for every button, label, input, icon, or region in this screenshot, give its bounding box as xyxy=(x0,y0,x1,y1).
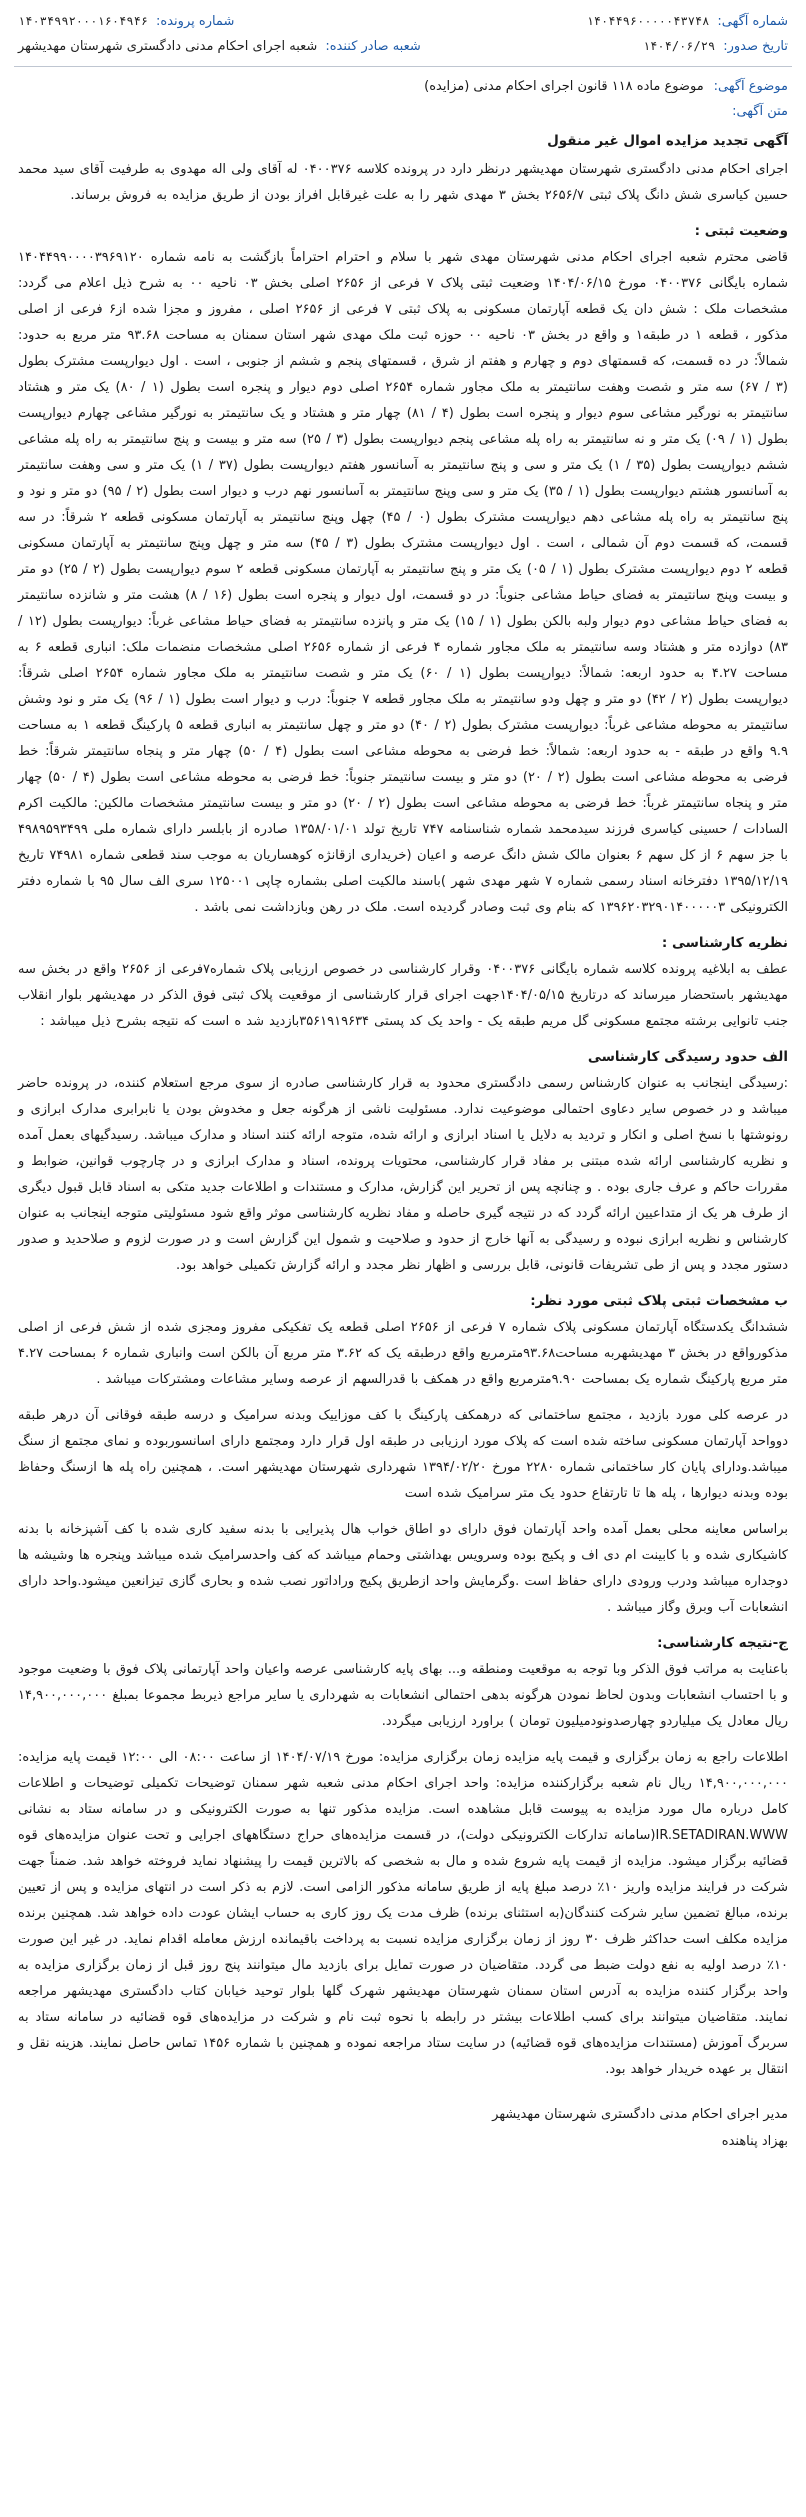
signature-block xyxy=(18,2101,788,2156)
notice-header xyxy=(14,8,792,67)
signature-title: مدیر اجرای احکام مدنی دادگستری شهرستان مهدیشهر xyxy=(492,2107,788,2122)
subject-value: موضوع ماده ۱۱۸ قانون اجرای احکام مدنی (مزایده) xyxy=(424,79,704,94)
issue-date-label: تاریخ صدور: xyxy=(723,39,788,54)
description-paragraph-2: براساس معاینه محلی بعمل آمده واحد آپارتمان فوق دارای دو اطاق خواب هال پذیرایی با بدنه سفید کاری شده با کف آشپزخانه با بدنه کاشیکاری شده و با کابینت ام دی اف و پکیج بوده وسرویس بهداشتی وحمام میباشد که کف واحدسرامیک شده میباشد وپنجره ها وشیشه ها دوجداره میباشد ودرب ورودی دارای حفاظ است .وگرمایش واحد ازطریق پکیج وراداتور نصب شده و بحاری گازی تیزانعین میشود.واحد دارای انشعابات آب وبرق وگاز میباشد . xyxy=(18,1522,788,1615)
result-heading: ج-نتیجه کارشناسی: xyxy=(657,1635,788,1651)
expert-heading: نظریه کارشناسی : xyxy=(661,935,788,951)
issuer-label: شعبه صادر کننده: xyxy=(325,39,421,54)
registry-heading: وضعیت ثبتی : xyxy=(694,223,788,239)
file-number-row xyxy=(18,14,421,29)
file-number-value: ۱۴۰۳۴۹۹۲۰۰۰۱۶۰۴۹۴۶ xyxy=(18,14,149,28)
issue-date-row xyxy=(421,39,788,54)
registry-paragraph: قاضی محترم شعبه اجرای احکام مدنی شهرستان مهدی شهر با سلام و احترام احتراماً بازگشت به نامه شماره ۱۴۰۴۴۹۹۰۰۰۰۳۹۶۹۱۲۰ شماره بایگانی ۰۴۰۰۳۷۶ مورخ ۱۴۰۴/۰۶/۱۵ وضعیت ثبتی پلاک ۷ فرعی از ۲۶۵۶ اصلی بخش ۰۳ ناحیه ۰۰ به شرح ذیل اعلام می گردد: مشخصات ملک : شش دان یک قطعه آپارتمان مسکونی به پلاک ثبتی ۷ فرعی از ۲۶۵۶ اصلی ، مفروز و مجزا شده از۶ فرعی از اصلی مذکور ، قطعه ۱ در طبقه۱ و واقع در بخش ۰۳ ناحیه ۰۰ حوزه ثبت ملک مهدی شهر استان سمنان به مساحت ۹۳.۶۸ متر مربع به حدود: شمالاً: در ده قسمت، که قسمتهای دوم و چهارم و هفتم از شرق ، قسمتهای پنجم و ششم از جنوبی ، است . اول دیوارپست مشترک بطول (۳ / ۶۷) سه متر و شصت وهفت سانتیمتر به ملک مجاور شماره ۲۶۵۴ اصلی دوم دیوار و پنجره است بطول (۱ / ۸۰) یک متر و هشتاد سانتیمتر به نورگیر مشاعی سوم دیوار و پنجره است بطول (۴ / ۸۱) چهار متر و هشتاد و یک سانتیمتر به نورگیر مشاعی چهارم دیوارپست بطول (۱ / ۰۹) یک متر و نه سانتیمتر به راه پله مشاعی پنجم دیوارپست بطول (۳ / ۲۵) سه متر و بیست و پنج سانتیمتر به راه پله مشاعی ششم دیوارپست بطول (۳۵ / ۱) یک متر و سی و پنج سانتیمتر به آسانسور هفتم دیوارپست بطول (۳۷ / ۱) یک متر و سی وهفت سانتیمتر به آسانسور هشتم دیوارپست بطول (۱ / ۳۵) یک متر و سی وپنج سانتیمتر به آسانسور نهم درب و دیوار است بطول (۲ / ۹۵) دو متر و نود و پنج سانتیمتر به راه پله مشاعی دهم دیوارپست مشترک بطول (۰ / ۴۵) چهل وپنج سانتیمتر به آپارتمان مسکونی قطعه ۲ شرقاً: در سه قسمت، که قسمت دوم آن شمالی ، است . اول دیوارپست مشترک بطول (۳ / ۴۵) سه متر و چهل وپنج سانتیمتر به آپارتمان مسکونی قطعه ۲ دوم دیوارپست مشترک بطول (۱ / ۰۵) یک متر و پنج سانتیمتر به آپارتمان مسکونی قطعه ۲ سوم دیوارپست بطول (۲ / ۲۵) دو متر و بیست وپنج سانتیمتر به فضای حیاط مشاعی جنوباً: در دو قسمت، اول دیوار و پنجره است بطول (۱۶ / ۸) هشت متر و شانزده سانتیمتر به فضای حیاط مشاعی دوم دیوار ولبه بالکن بطول (۱ / ۱۵) یک متر و پانزده سانتیمتر به فضای حیاط مشاعی غرباً: دیوارپست بطول (۱۲ / ۸۳) دوازده متر و هشتاد وسه سانتیمتر به ملک مجاور شماره ۴ فرعی از شماره ۲۶۵۶ اصلی مشخصات منضمات ملک: انباری قطعه ۶ به مساحت ۴.۲۷ به حدود اربعه: شمالاً: دیوارپست بطول (۱ / ۶۰) یک متر و شصت سانتیمتر به ملک مجاور شماره ۲۶۵۴ اصلی شرقاً: دیوارپست بطول (۲ / ۴۲) دو متر و چهل ودو سانتیمتر به ملک مجاور قطعه ۷ جنوباً: درب و دیوار است بطول (۱ / ۹۶) یک متر و نود وشش سانتیمتر به محوطه مشاعی غرباً: دیوارپست مشترک بطول (۲ / ۴۰) دو متر و چهل سانتیمتر به انباری قطعه ۵ پارکینگ قطعه ۱ به مساحت ۹.۹ واقع در طبقه - به حدود اربعه: شمالاً: خط فرضی به محوطه مشاعی است بطول (۴ / ۵۰) چهار متر و پنجاه سانتیمتر شرقاً: خط فرضی به محوطه مشاعی است بطول (۲ / ۲۰) دو متر و بیست سانتیمتر جنوباً: خط فرضی به محوطه مشاعی است بطول (۴ / ۵۰) چهار متر و پنجاه سانتیمتر غرباً: خط فرضی به محوطه مشاعی است بطول (۲ / ۲۰) دو متر و بیست سانتیمتر مشخصات مالکین: مالکیت اکرم السادات / حسینی کیاسری فرزند سیدمحمد شماره شناسنامه ۷۴۷ تاریخ تولد ۱۳۵۸/۰۱/۰۱ صادره از بابلسر دارای شماره ملی ۴۹۸۹۵۹۳۴۹۹ با جز سهم ۶ از کل سهم ۶ بعنوان مالک شش دانگ عرصه و اعیان (خریداری ازقانژه کوهساریان به موجب سند قطعی شماره ۷۴۹۸۱ تاریخ ۱۳۹۵/۱۲/۱۹ دفترخانه اسناد رسمی شماره ۷ شهر مهدی شهر )باسند مالکیت اصلی بشماره چاپی ۱۲۵۰۰۱ سری الف سال ۹۵ با شماره دفتر الکترونیکی ۱۳۹۶۲۰۳۲۹۰۱۴۰۰۰۰۰۳ که بنام وی ثبت وصادر گردیده است. ملک در رهن وبازداشت نمی باشد . xyxy=(18,250,789,915)
scope-paragraph: :رسیدگی اینجانب به عنوان کارشناس رسمی دادگستری محدود به قرار کارشناسی صادره از سوی مرجع استعلام کننده، در پرونده حاضر میباشد و در خصوص سایر دعاوی احتمالی موضوعیت ندارد. مسئولیت ناشی از هرگونه جعل و مخدوش بودن یا نابرابری مدارک ابرازی و رونوشتها با نسخ اصلی و انکار و تردید به دلایل یا اسناد ابرازی و ارائه شده، متوجه ارائه کنند اسناد و مدارک میباشد. رسیدگیهای بعمل آمده و نظریه کارشناسی ارائه شده مبتنی بر مفاد قرار کارشناسی، محتویات پرونده، اسناد و مدارک ابرازی و در چارچوب قوانین، ضوابط و مقررات حاکم و عرف جاری بوده . و چنانچه پس از تحریر این گزارش، مدارک و مستندات و اطلاعات جدید متکی به اسناد قابل قبول دیگری از طرف هر یک از متداعیین ارائه گردد که در نتیجه گیری حاصله و مفاد نظریه کارشناسی موثر واقع شود مسئولیتی متوجه اینجانب به عنوان کارشناس و نظریه ابرازی نبوده و رسیدگی به آنها خارج از حدود و صلاحیت و شمول این گزارش است و در صورت لزوم و صلاحدید و صدور دستور مجدد و پس از طی تشریفات قانونی، قابل بررسی و اظهار نظر مجدد و ارائه گزارش تکمیلی خواهد بود. xyxy=(18,1076,788,1273)
notice-body xyxy=(14,121,792,2164)
result-paragraph: باعنایت به مراتب فوق الذکر وبا توجه به موقعیت ومنطقه و... بهای پایه کارشناسی عرصه واعیان واحد آپارتمانی پلاک فوق با وضعیت موجود و با احتساب انشعابات وبدون لحاظ نمودن هرگونه بدهی احتمالی انشعابات به شهرداری یا سایر مراجع ذیربط مجموعا بمبلغ ۱۴,۹۰۰,۰۰۰,۰۰۰ ریال معادل یک میلیاردو چهارصدونودمیلیون تومان ) براورد ارزیابی میگردد. xyxy=(18,1662,788,1729)
property-paragraph: ششدانگ یکدستگاه آپارتمان مسکونی پلاک شماره ۷ فرعی از ۲۶۵۶ اصلی قطعه یک تفکیکی مفروز ومجزی شده از شش فرعی از اصلی مذکورواقع در بخش ۳ مهدیشهربه مساحت۹۳.۶۸مترمربع واقع درطبقه یک که ۳.۶۲ متر مربع آن بالکن است وانباری شماره ۶ بمساحت ۴.۲۷ متر مربع پارکینگ شماره یک بمساحت ۹.۹۰مترمربع واقع در همکف با قدرالسهم از عرصه وسایر مشاعات ومشترکات میباشد . xyxy=(18,1320,788,1387)
file-number-label: شماره پرونده: xyxy=(156,14,235,29)
ad-number-row xyxy=(421,14,788,29)
expert-paragraph: عطف به ابلاغیه پرونده کلاسه شماره بایگانی ۰۴۰۰۳۷۶ وقرار کارشناسی در خصوص ارزیابی پلاک شماره۷فرعی از ۲۶۵۶ واقع در بخش سه مهدیشهر باستحضار میرساند که درتاریخ ۱۴۰۴/۰۵/۱۵جهت اجرای قرار کارشناسی از موقعیت پلاک ثبتی فوق الذکر در مهدیشهر بلوار انقلاب جنب تانوایی برشته مجتمع مسکونی گل مریم طبقه یک - واحد یک کد پستی ۳۵۶۱۹۱۹۶۳۴بازدید شد ه است که نتیجه بشرح ذیل میباشد : xyxy=(18,962,789,1029)
ad-number-label: شماره آگهی: xyxy=(717,14,788,29)
issuer-value: شعبه اجرای احکام مدنی دادگستری شهرستان مهدیشهر xyxy=(18,39,318,54)
issuer-row xyxy=(18,39,421,54)
issue-date-value: ۱۴۰۴/۰۶/۲۹ xyxy=(642,39,716,53)
body-label: متن آگهی: xyxy=(732,104,788,119)
auction-paragraph: اطلاعات راجع به زمان برگزاری و قیمت پایه مزایده زمان برگزاری مزایده: مورخ ۱۴۰۴/۰۷/۱۹ از ساعت ۰۸:۰۰ الی ۱۲:۰۰ قیمت پایه مزایده: ۱۴,۹۰۰,۰۰۰,۰۰۰ ریال نام شعبه برگزارکننده مزایده: واحد اجرای احکام مدنی شعبه شهر سمنان توضیحات تکمیلی توضیحات و اطلاعات کامل درباره مال مورد مزایده به پیوست قابل مشاهده است. مزایده مذکور تنها به صورت الکترونیکی و در سامانه ستاد به نشانی IR.SETADIRAN.WWW(سامانه تدارکات الکترونیکی دولت)، در قسمت مزایده‌های حراج دستگاههای اجرایی و تحت عنوان مزایده‌های قوه قضائیه برگزار میشود. مزایده از قیمت پایه شروع شده و مال به شخصی که بالاترین قیمت را پیشنهاد نماید فروخته خواهد شد. ضمناً جهت شرکت در فرایند مزایده واریز ۱۰٪ درصد مبلغ پایه از طریق سامانه مذکور الزامی است. لازم به ذکر است در انتهای مزایده و پس از تعیین برنده، مبالغ تضمین سایر شرکت کنندگان(به استثنای برنده) ظرف مدت یک روز کاری به حساب ایشان عودت داده خواهد شد. همچنین برنده مزایده مکلف است حداکثر ظرف ۳۰ روز از زمان برگزاری مزایده نسبت به پرداخت باقیمانده ارزش معامله اقدام نماید. در غیر این صورت ۱۰٪ درصد اولیه به نفع دولت ضبط می گردد. متقاضیان در صورت تمایل برای بازدید مال میتوانند پنج روز قبل از زمان برگزاری مزایده به واحد برگزار کننده مزایده به آدرس استان سمنان شهرستان مهدیشهر شهرک گلها بلوار توحید خیابان کتاب دادگستری مهدیشهر مراجعه نمایند. متقاضیان میتوانند برای کسب اطلاعات بیشتر در رابطه با نحوه ثبت نام و شرکت در مزایده‌های قوه قضائیه در سامانه ستاد به سربرگ آموزش (مستندات مزایده‌های قوه قضائیه) در سایت ستاد مراجعه نموده و همچنین با شماره ۱۴۵۶ تماس حاصل نمایند. هزینه نقل و انتقال بر عهده خریدار خواهد بود. xyxy=(18,1750,789,2077)
notice-title: آگهی تجدید مزایده اموال غیر منقول xyxy=(547,133,788,149)
signature-name: بهزاد پناهنده xyxy=(721,2134,788,2150)
property-heading: ب مشخصات ثبتی پلاک ثبتی مورد نظر: xyxy=(530,1293,788,1309)
subject-row xyxy=(14,67,792,98)
subject-label: موضوع آگهی: xyxy=(713,79,788,94)
ad-number-value: ۱۴۰۴۴۹۶۰۰۰۰۰۴۳۷۴۸ xyxy=(586,14,710,28)
description-paragraph-1: در عرصه کلی مورد بازدید ، مجتمع ساختمانی که درهمکف پارکینگ با کف موزاییک وبدنه سرامیک و درسه طبقه فوقانی آن درهر طبقه دوواحد آپارتمان مسکونی ساخته شده است که پلاک مورد ارزیابی در طبقه اول قرار دارد ومجتمع دارای اسانسوربوده و نمای مجتمع از سنگ میباشد.ودارای پایان کار ساختمانی شماره ۲۲۸۰ مورخ ۱۳۹۴/۰۲/۲۰ شهرداری شهرستان مهدیشهر است. ، همچنین راه پله ها ازسنگ وحفاظ بوده وبدنه دیوارها ، پله ها تا تارتفاع حدود یک متر سرامیک شده است xyxy=(18,1408,788,1501)
intro-paragraph: اجرای احکام مدنی دادگستری شهرستان مهدیشهر درنظر دارد در پرونده کلاسه ۰۴۰۰۳۷۶ له آقای ولی اله مهدوی به طرفیت آقای سید محمد حسین کیاسری شش دانگ پلاک ثبتی ۲۶۵۶/۷ بخش ۳ مهدی شهر را به علت غیرقابل افراز بودن از طریق مزایده به فروش برساند. xyxy=(18,162,788,203)
scope-heading: الف حدود رسیدگی کارشناسی xyxy=(587,1049,788,1065)
